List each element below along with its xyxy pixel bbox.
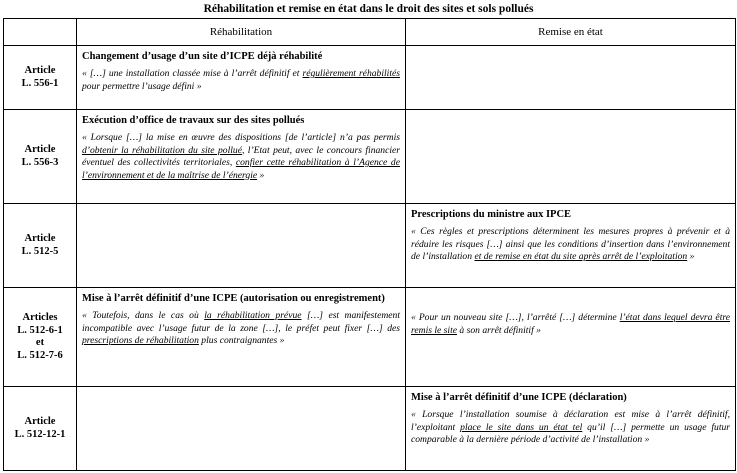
table-row — [4, 288, 736, 387]
remise-cell — [406, 204, 736, 288]
table-row — [4, 387, 736, 471]
table-row — [4, 204, 736, 288]
header-rehabilitation: Réhabilitation — [77, 19, 406, 46]
header-empty-cell — [4, 19, 77, 46]
remise-cell — [406, 387, 736, 471]
remise-cell — [406, 288, 736, 387]
provision-quote: « Ces règles et prescriptions déterminent les mesures propres à prévenir et à réduire les risques […] ainsi que les conditions d’insertion dans l’environnement de l’installation et de remise en état du site après arrêt de l’exploitation » — [411, 226, 730, 262]
provision-quote: « Toutefois, dans le cas où la réhabilitation prévue […] est manifestement incompatible avec l’usage futur de la zone […], le préfet peut fixer […] des prescriptions de réhabilitation plus contraignantes » — [82, 310, 400, 346]
table-row — [4, 46, 736, 110]
rehabilitation-cell — [77, 46, 406, 110]
provision-title: Prescriptions du ministre aux IPCE — [411, 209, 572, 220]
provision-title: Exécution d’office de travaux sur des sites pollués — [82, 115, 305, 126]
table-row — [4, 110, 736, 204]
remise-cell — [406, 110, 736, 204]
provision-quote: « Lorsque l’installation soumise à déclaration est mise à l’arrêt définitif, l’exploitant place le site dans un état tel qu’il […] permette un usage futur comparable à la dernière période d’activité de l’installation » — [411, 409, 731, 445]
article-cell: Article L. 556-1 — [4, 46, 77, 110]
header-row — [4, 19, 736, 46]
rehabilitation-cell — [77, 110, 406, 204]
provision-title: Mise à l’arrêt définitif d’une ICPE (déclaration) — [411, 392, 627, 403]
article-cell: Article L. 512-12-1 — [4, 387, 77, 471]
article-cell: Articles L. 512-6-1 et L. 512-7-6 — [4, 288, 77, 387]
provision-quote: « Pour un nouveau site […], l’arrêté […] détermine l’état dans lequel devra être remis le site à son arrêt définitif » — [411, 312, 730, 336]
provision-quote: « […] une installation classée mise à l’arrêt définitif et régulièrement réhabilités pour permettre l’usage défini » — [82, 68, 400, 92]
table-caption: Réhabilitation et remise en état dans le droit des sites et sols pollués — [203, 3, 534, 15]
remise-cell — [406, 46, 736, 110]
article-cell: Article L. 512-5 — [4, 204, 77, 288]
rehabilitation-cell — [77, 204, 406, 288]
rehabilitation-cell — [77, 387, 406, 471]
comparison-table — [3, 18, 736, 471]
article-cell: Article L. 556-3 — [4, 110, 77, 204]
header-remise-en-etat: Remise en état — [406, 19, 736, 46]
rehabilitation-cell — [77, 288, 406, 387]
provision-title: Changement d’usage d’un site d’ICPE déjà réhabilité — [82, 51, 323, 62]
provision-quote: « Lorsque […] la mise en œuvre des dispositions [de l’article] n’a pas permis d’obtenir la réhabilitation du site pollué, l’Etat peut, avec le concours financier éventuel des collectivités territoriales, confier cette réhabilitation à l’Agence de l’environnement et de la maîtrise de l’énergie » — [82, 132, 400, 181]
provision-title: Mise à l’arrêt définitif d’une ICPE (autorisation ou enregistrement) — [82, 293, 385, 304]
